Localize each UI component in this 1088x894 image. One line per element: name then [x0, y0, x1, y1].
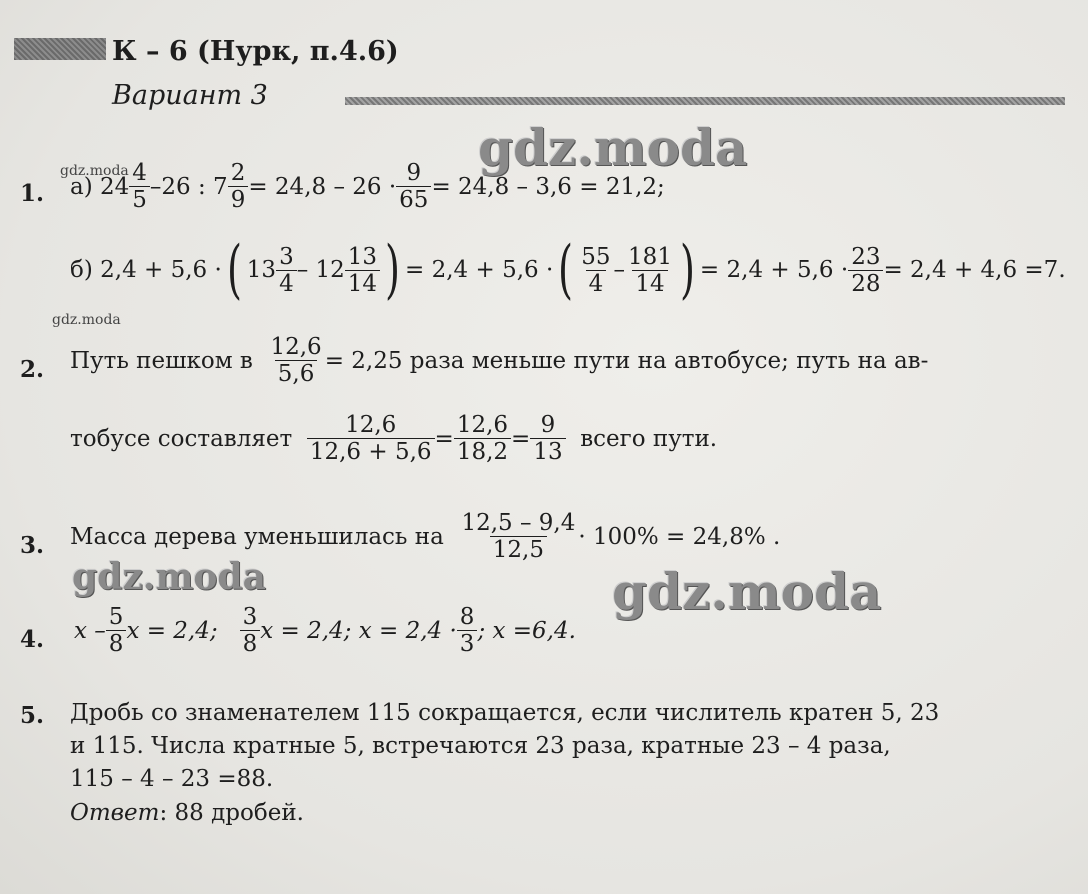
problem1b-expression: [70, 233, 1066, 307]
answer-label: Ответ: [70, 800, 160, 826]
problem1a-fraction-3: $\frac{9}{65}$: [396, 160, 431, 213]
variant-label: Вариант 3: [112, 80, 268, 111]
open-paren: (: [558, 233, 574, 307]
problem1-number: 1.: [20, 180, 45, 207]
problem4-text-1: x –: [74, 617, 106, 644]
problem3-text-2: · 100% = 24,8% .: [578, 523, 781, 550]
problem1a-part-3: = 24,8 – 3,6 = 21,2;: [431, 173, 665, 200]
problem2-text-1: Путь пешком в: [70, 347, 253, 374]
problem5-answer: [70, 800, 304, 826]
problem3-line: [70, 510, 780, 563]
problem1a-fraction-2: $\frac{2}{9}$: [228, 160, 249, 213]
watermark-small-1: gdz.moda: [60, 163, 129, 179]
problem4-fraction-1: $\frac{5}{8}$: [106, 604, 127, 657]
problem2-line-1: [70, 334, 928, 387]
problem1a-fraction-1: $\frac{4}{5}$: [129, 160, 150, 213]
problem1b-part-2: – 12: [296, 257, 345, 283]
problem5-number: 5.: [20, 702, 45, 729]
watermark-top: gdz.moda: [478, 118, 748, 177]
problem5-line-3: 115 – 4 – 23 =88.: [70, 766, 274, 792]
problem1a-part-2: = 24,8 – 26 ·: [248, 173, 397, 200]
problem4-text-2: x = 2,4;: [126, 617, 218, 644]
problem2-text-2: = 2,25 раза меньше пути на автобусе; путь на ав-: [324, 347, 929, 374]
watermark-left: gdz.moda: [72, 556, 266, 598]
problem2-eq-1: =: [434, 425, 454, 452]
problem2-fraction-2: $\frac{12,6}{12,6 + 5,6}$: [307, 412, 435, 465]
problem4-text-4: ; x =6,4.: [477, 617, 576, 644]
problem4-number: 4.: [20, 626, 45, 653]
problem1b-fraction-5: $\frac{23}{28}$: [848, 244, 883, 297]
problem1b-part-5: = 2,4 + 5,6 ·: [699, 257, 849, 283]
problem1b-part-4: –: [613, 257, 626, 283]
watermark-right: gdz.moda: [612, 562, 882, 621]
problem1b-part-1: 2,4 + 5,6 ·: [100, 257, 222, 283]
problem3-fraction: $\frac{12,5 - 9,4}{12,5}$: [461, 510, 576, 563]
header-decor-bar: [14, 38, 106, 60]
problem2-text-3: тобусе составляет: [70, 425, 293, 452]
problem5-line-2: и 115. Числа кратные 5, встречаются 23 раза, кратные 23 – 4 раза,: [70, 733, 891, 759]
open-paren: (: [226, 233, 242, 307]
problem2-number: 2.: [20, 356, 45, 383]
watermark-small-2: gdz.moda: [52, 312, 121, 328]
problem2-line-2: [70, 412, 717, 465]
problem4-fraction-2: $\frac{3}{8}$: [240, 604, 261, 657]
problem2-fraction-3: $\frac{12,6}{18,2}$: [454, 412, 511, 465]
problem2-fraction-1: $\frac{12,6}{5,6}$: [270, 334, 322, 387]
problem4-text-3: x = 2,4; x = 2,4 ·: [260, 617, 457, 644]
problem4-line: [74, 604, 576, 657]
problem1a-expression: [70, 160, 665, 213]
problem1b-fraction-1: $\frac{3}{4}$: [276, 244, 297, 297]
page-title: К – 6 (Нурк, п.4.6): [112, 36, 399, 67]
problem1a-part-1: –26 : 7: [149, 173, 228, 200]
problem1b-fraction-4: $\frac{181}{14}$: [628, 243, 672, 297]
problem1b-part-6: = 2,4 + 4,6 =7.: [883, 257, 1066, 283]
problem5-line-1: Дробь со знаменателем 115 сокращается, если числитель кратен 5, 23: [70, 700, 940, 726]
problem2-text-4: всего пути.: [580, 425, 718, 452]
problem4-fraction-3: $\frac{8}{3}$: [457, 604, 478, 657]
problem2-eq-2: =: [511, 425, 531, 452]
problem1b-fraction-2: $\frac{13}{14}$: [345, 244, 380, 297]
problem3-text-1: Масса дерева уменьшилась на: [70, 523, 444, 550]
problem1b-part-3: = 2,4 + 5,6 ·: [405, 257, 554, 283]
answer-value: : 88 дробей.: [159, 800, 304, 826]
problem1b-label: б): [70, 257, 93, 283]
problem2-fraction-4: $\frac{9}{13}$: [530, 412, 565, 465]
problem1a-label: а): [70, 173, 93, 200]
problem1b-fraction-3: $\frac{55}{4}$: [581, 243, 611, 297]
close-paren: ): [385, 233, 401, 307]
problem3-number: 3.: [20, 532, 45, 559]
problem1b-whole-1: 13: [246, 257, 277, 283]
close-paren: ): [679, 233, 695, 307]
header-rule: [345, 97, 1065, 105]
problem1a-whole: 24: [100, 173, 130, 200]
